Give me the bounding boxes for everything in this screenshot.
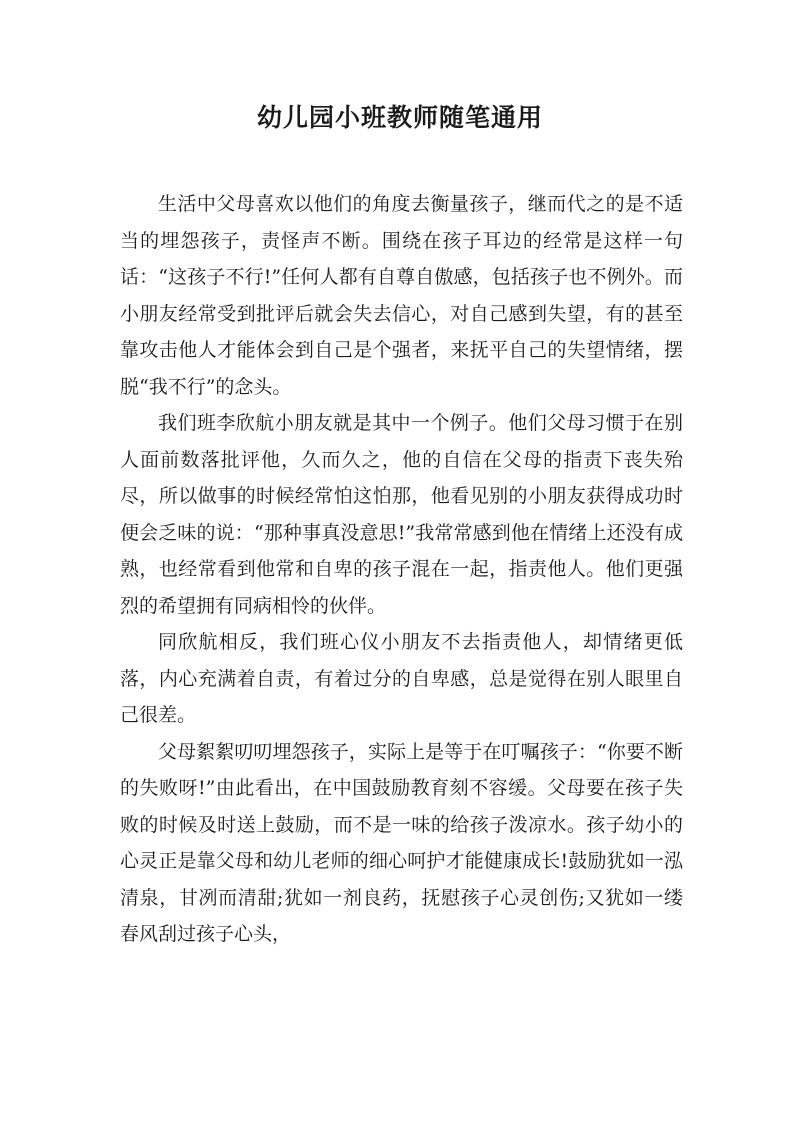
document-title: 幼儿园小班教师随笔通用 bbox=[256, 103, 543, 132]
paragraph-4: 父母絮絮叨叨埋怨孩子，实际上是等于在叮嘱孩子：“你要不断的失败呀!”由此看出，在中国鼓励教育刻不容缓。父母要在孩子失败的时候及时送上鼓励，而不是一味的给孩子泼凉水。孩子幼小的心灵正是靠父母和幼儿老师的细心呵护才能健康成长!鼓励犹如一泓清泉，甘冽而清甜;犹如一剂良药，抚慰孩子心灵创伤;又犹如一缕春风刮过孩子心头， bbox=[120, 740, 683, 945]
paragraph-3: 同欣航相反，我们班心仪小朋友不去指责他人，却情绪更低落，内心充满着自责，有着过分的自卑感，总是觉得在别人眼里自己很差。 bbox=[120, 631, 683, 726]
paragraph-2: 我们班李欣航小朋友就是其中一个例子。他们父母习惯于在别人面前数落批评他，久而久之，他的自信在父母的指责下丧失殆尽，所以做事的时候经常怕这怕那，他看见别的小朋友获得成功时便会乏味的说：“那种事真没意思!”我常常感到他在情绪上还没有成熟，也经常看到他常和自卑的孩子混在一起，指责他人。他们更强烈的希望拥有同病相怜的伙伴。 bbox=[120, 412, 683, 617]
paragraph-1: 生活中父母喜欢以他们的角度去衡量孩子，继而代之的是不适当的埋怨孩子，责怪声不断。围绕在孩子耳边的经常是这样一句话：“这孩子不行!”任何人都有自尊自傲感，包括孩子也不例外。而小朋友经常受到批评后就会失去信心，对自己感到失望，有的甚至靠攻击他人才能体会到自己是个强者，来抚平自己的失望情绪，摆脱“我不行”的念头。 bbox=[120, 193, 683, 398]
document-body bbox=[120, 186, 683, 953]
